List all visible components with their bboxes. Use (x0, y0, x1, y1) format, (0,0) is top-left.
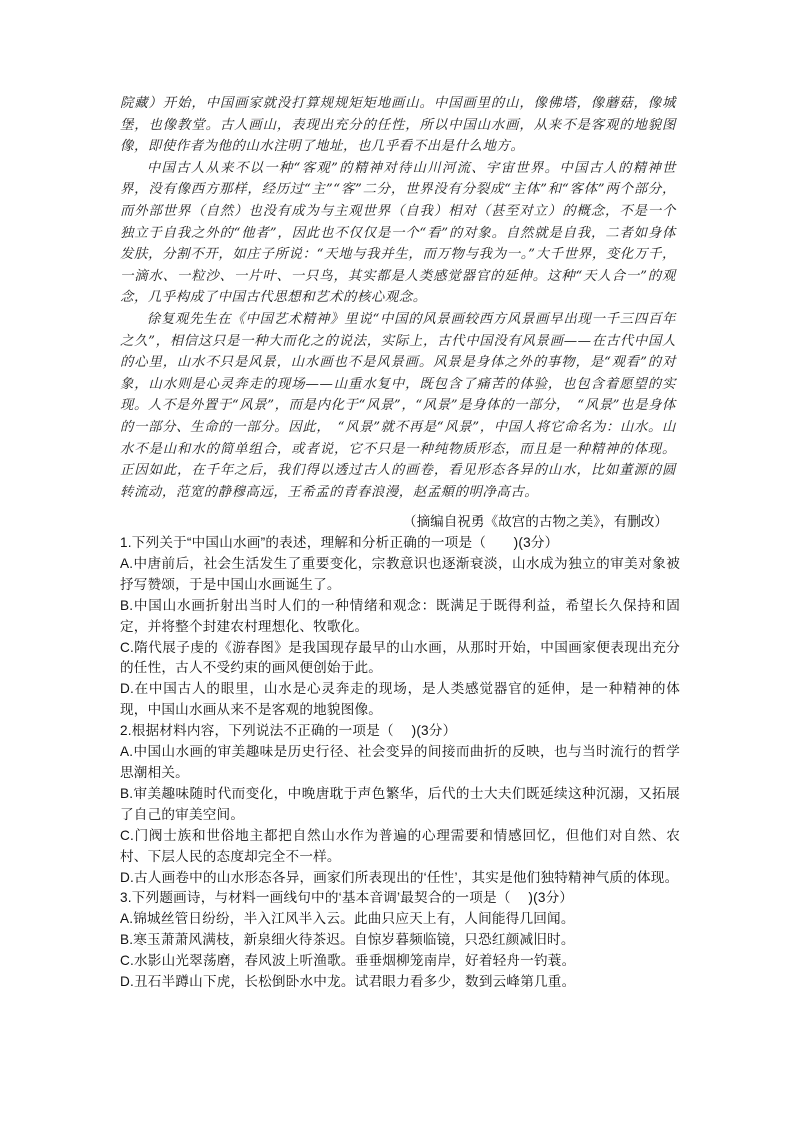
option-c: C.隋代展子虔的《游春图》是我国现存最早的山水画，从那时开始，中国画家便表现出充分的任性，古人不受约束的画风便创始于此。 (120, 639, 680, 676)
option-a: A.锦城丝管日纷纷，半入江风半入云。此曲只应天上有，人间能得几回闻。 (120, 911, 575, 927)
reading-passage (120, 93, 676, 503)
question-list (120, 533, 680, 993)
option-a: A.中国山水画的审美趣味是历史行径、社会变异的间接而曲折的反映，也与当时流行的哲学思潮相关。 (120, 744, 680, 780)
question-stem: 1.下列关于“中国山水画”的表述，理解和分析正确的一项是（ )(3分） (120, 535, 559, 550)
question-block (120, 533, 680, 721)
option-b: B.中国山水画折射出当时人们的一种情绪和观念：既满足于既得利益，希望长久保持和固定，并将整个封建农村理想化、牧歌化。 (120, 597, 680, 634)
option-b: B.审美趣味随时代而变化，中晚唐耽于声色繁华，后代的士大夫们既延续这种沉溺，又拓展了自己的审美空间。 (120, 785, 680, 822)
option-d: D.丑石半蹲山下虎，长松倒卧水中龙。试君眼力看多少，数到云峰第几重。 (120, 974, 576, 990)
option-d: D.在中国古人的眼里，山水是心灵奔走的现场，是人类感觉器官的延伸，是一种精神的体现，中国山水画从来不是客观的地貌图像。 (120, 681, 680, 718)
passage-paragraph: 院藏）开始，中国画家就没打算规规矩矩地画山。中国画里的山，像佛塔，像蘑菇，像城堡，也像教堂。古人画山，表现出充分的任性，所以中国山水画，从来不是客观的地貌图像，即使作者为他的山水注明了地址，也几乎看不出是什么地方。 (120, 96, 676, 155)
question-block (120, 721, 680, 888)
option-a: A.中唐前后，社会生活发生了重要变化，宗教意识也逐渐衰淡，山水成为独立的审美对象被抒写赞颂，于是中国山水画诞生了。 (120, 555, 680, 592)
option-b: B.寒玉萧萧风满枝，新泉细火待茶迟。自惊岁暮频临镜，只恐红颜减旧时。 (120, 932, 575, 948)
passage-paragraph: 中国古人从来不以一种“客观”的精神对待山川河流、宇宙世界。中国古人的精神世界，没有像西方那样，经历过“主”“客”二分，世界没有分裂成“主体”和“客体”两个部分，而外部世界（自然）也没有成为与主观世界（自我）相对（甚至对立）的概念，不是一个独立于自我之外的“他者”，因此也不仅仅是一个“看”的对象。自然就是自我，二者如身体发肤，分割不开，如庄子所说：“天地与我并生，而万物与我为一。”大千世界，变化万千，一滴水、一粒沙、一片叶、一只鸟，其实都是人类感觉器官的延伸。这种“天人合一”的观念，几乎构成了中国古代思想和艺术的核心观念。 (120, 160, 676, 306)
question-stem: 3.下列题画诗，与材料一画线句中的‘基本音调’最契合的一项是（ )(3分） (120, 890, 574, 906)
question-stem: 2.根据材料内容，下列说法不正确的一项是（ )(3分） (120, 723, 457, 739)
option-c: C.门阀士族和世俗地主都把自然山水作为普遍的心理需要和情感回忆，但他们对自然、农村、下层人民的态度却完全不一样。 (120, 827, 680, 864)
passage-paragraph: 徐复观先生在《中国艺术精神》里说“中国的风景画较西方风景画早出现一千三四百年之久”，相信这只是一种大而化之的说法，实际上，古代中国没有风景画——在古代中国人的心里，山水不只是风景，山水画也不是风景画。风景是身体之外的事物，是“观看”的对象，山水则是心灵奔走的现场——山重水复中，既包含了痛苦的体验，也包含着愿望的实现。人不是外置于“风景”，而是内化于“风景”，“风景”是身体的一部分， “风景”也是身体的一部分、生命的一部分。因此， “风景”就不再是“风景”，中国人将它命名为：山水。山水不是山和水的简单组合，或者说，它不只是一种纯物质形态，而且是一种精神的体现。正因如此，在千年之后，我们得以透过古人的画卷，看见形态各异的山水，比如董源的圆转流动，范宽的静穆高远，王希孟的青春浪漫，赵孟頫的明净高古。 (120, 311, 676, 500)
question-block (120, 888, 680, 993)
option-d: D.古人画卷中的山水形态各异，画家们所表现出的‘任性’，其实是他们独特精神气质的体现。 (120, 869, 679, 885)
passage-source: （摘编自祝勇《故宫的古物之美》，有删改） (402, 514, 668, 529)
option-c: C.水影山光翠荡磨，春风波上听渔歌。垂垂烟柳笼南岸，好着轻舟一钓蓑。 (120, 953, 576, 969)
